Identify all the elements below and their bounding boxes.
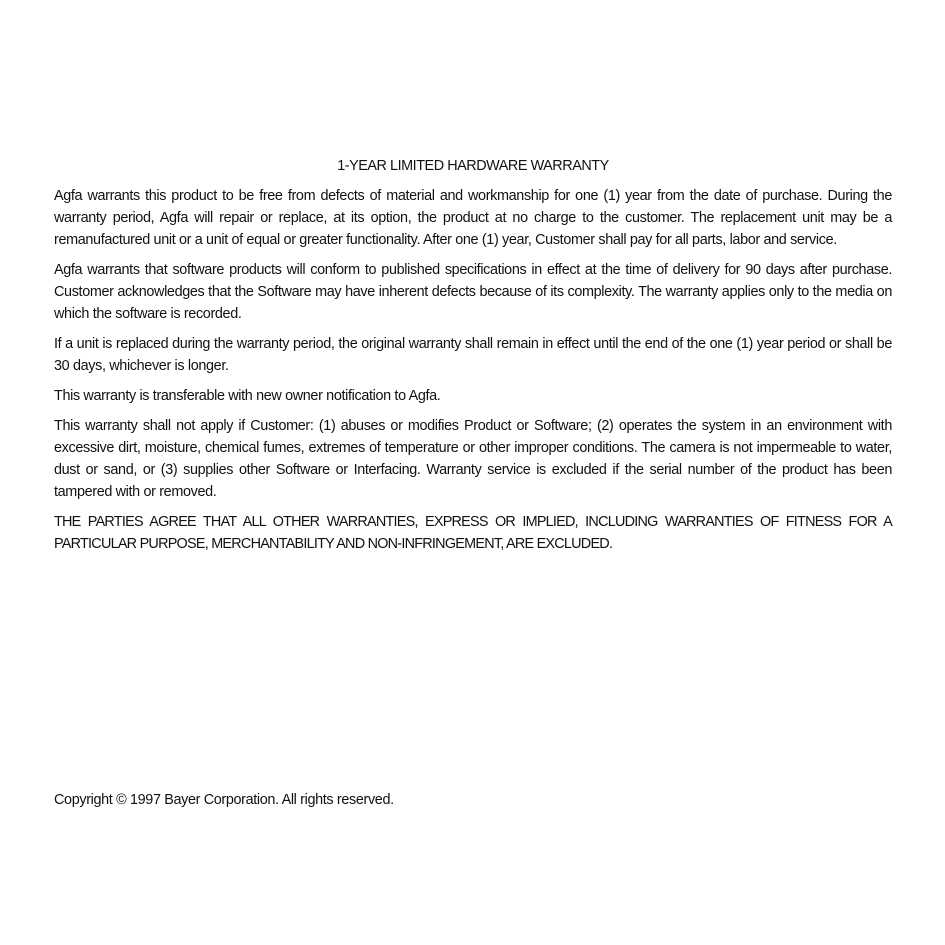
paragraph-replacement-warranty: If a unit is replaced during the warranty period, the original warranty shall remain in effect until the end of the one (1) year period or shall be 30 days, whichever is longer.: [54, 336, 892, 374]
paragraph-software-warranty: Agfa warrants that software products will conform to published specifications in effect at the time of delivery for 90 days after purchase. Customer acknowledges that the Software may have inherent defects because of its complexity. The warranty applies only to the media on which the software is recorded.: [54, 262, 892, 322]
warranty-section: [54, 155, 892, 563]
page-title: 1-YEAR LIMITED HARDWARE WARRANTY: [337, 158, 609, 174]
paragraph-disclaimer: THE PARTIES AGREE THAT ALL OTHER WARRANTIES, EXPRESS OR IMPLIED, INCLUDING WARRANTIES OF FITNESS FOR A PARTICULAR PURPOSE, MERCHANTABILITY AND NON-INFRINGEMENT, ARE EXCLUDED.: [54, 514, 892, 552]
copyright-notice: Copyright © 1997 Bayer Corporation. All rights reserved.: [54, 792, 394, 808]
paragraph-transferability: This warranty is transferable with new owner notification to Agfa.: [54, 388, 441, 404]
paragraph-exclusions: This warranty shall not apply if Customer: (1) abuses or modifies Product or Software; (2) operates the system in an environment with excessive dirt, moisture, chemical fumes, extremes of temperature or other improper conditions. The camera is not impermeable to water, dust or sand, or (3) supplies other Software or Interfacing. Warranty service is excluded if the serial number of the product has been tampered with or removed.: [54, 418, 892, 500]
paragraph-hardware-warranty: Agfa warrants this product to be free from defects of material and workmanship for one (1) year from the date of purchase. During the warranty period, Agfa will repair or replace, at its option, the product at no charge to the customer. The replacement unit may be a remanufactured unit or a unit of equal or greater functionality. After one (1) year, Customer shall pay for all parts, labor and service.: [54, 188, 892, 248]
